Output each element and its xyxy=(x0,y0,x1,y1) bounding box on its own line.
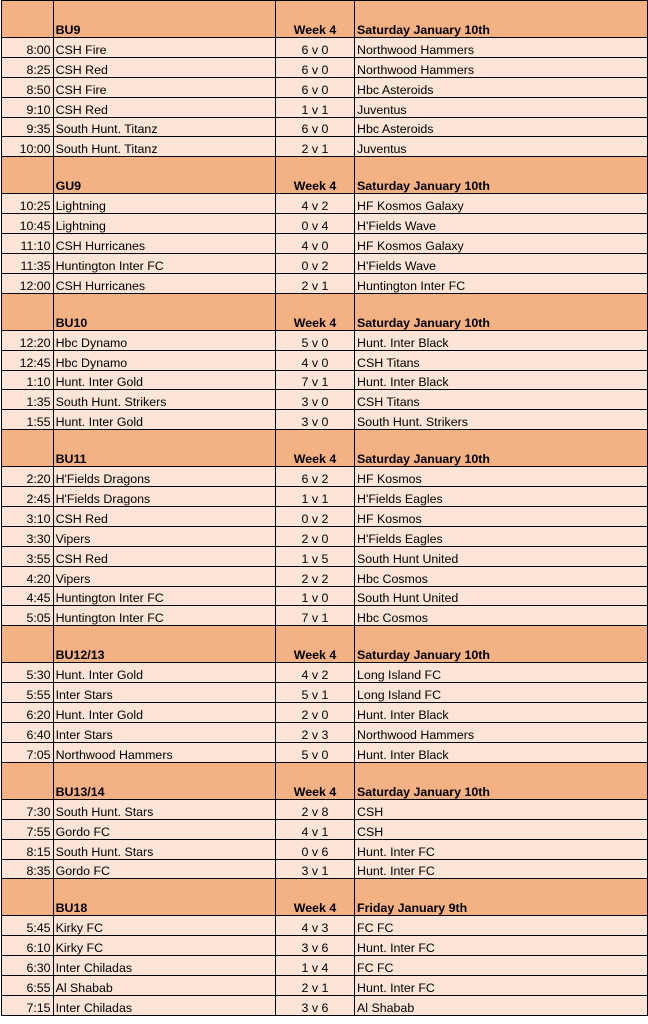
home-team: CSH Red xyxy=(53,546,275,566)
home-team: CSH Hurricanes xyxy=(53,234,275,254)
away-team: H'Fields Wave xyxy=(355,254,647,274)
game-row xyxy=(1,839,647,859)
game-time: 11:35 xyxy=(1,254,53,274)
game-time: 3:30 xyxy=(1,526,53,546)
home-team: Huntington Inter FC xyxy=(53,254,275,274)
game-score: 2 v 0 xyxy=(275,526,354,546)
game-score: 2 v 1 xyxy=(275,976,354,996)
home-team: Kirky FC xyxy=(53,936,275,956)
game-row xyxy=(1,117,647,137)
game-row xyxy=(1,410,647,430)
division-label: BU9 xyxy=(53,1,275,38)
game-score: 2 v 1 xyxy=(275,137,354,157)
game-time: 6:30 xyxy=(1,956,53,976)
division-label: BU11 xyxy=(53,430,275,467)
away-team: Al Shabab xyxy=(355,995,647,1015)
away-team: Hunt. Inter FC xyxy=(355,976,647,996)
game-score: 6 v 0 xyxy=(275,77,354,97)
away-team: Long Island FC xyxy=(355,663,647,683)
home-team: Huntington Inter FC xyxy=(53,606,275,626)
section-header-row xyxy=(1,157,647,194)
game-time: 8:15 xyxy=(1,839,53,859)
away-team: Huntington Inter FC xyxy=(355,273,647,293)
home-team: CSH Hurricanes xyxy=(53,273,275,293)
game-score: 1 v 4 xyxy=(275,956,354,976)
week-label: Week 4 xyxy=(275,430,354,467)
home-team: Kirky FC xyxy=(53,916,275,936)
away-team: CSH xyxy=(355,819,647,839)
home-team: Hbc Dynamo xyxy=(53,330,275,350)
division-label: BU10 xyxy=(53,293,275,330)
game-row xyxy=(1,487,647,507)
game-row xyxy=(1,936,647,956)
game-score: 0 v 2 xyxy=(275,254,354,274)
game-score: 3 v 0 xyxy=(275,410,354,430)
away-team: Hunt. Inter FC xyxy=(355,859,647,879)
home-team: Hbc Dynamo xyxy=(53,350,275,370)
section-header-row xyxy=(1,430,647,467)
game-score: 5 v 1 xyxy=(275,683,354,703)
game-time: 12:20 xyxy=(1,330,53,350)
game-time: 11:10 xyxy=(1,234,53,254)
away-team: H'Fields Eagles xyxy=(355,526,647,546)
game-score: 2 v 3 xyxy=(275,723,354,743)
header-blank-cell xyxy=(1,626,53,663)
away-team: South Hunt United xyxy=(355,586,647,606)
game-row xyxy=(1,819,647,839)
away-team: Hbc Cosmos xyxy=(355,606,647,626)
game-row xyxy=(1,254,647,274)
away-team: Northwood Hammers xyxy=(355,723,647,743)
home-team: Vipers xyxy=(53,566,275,586)
game-score: 4 v 0 xyxy=(275,350,354,370)
game-time: 5:45 xyxy=(1,916,53,936)
game-row xyxy=(1,956,647,976)
game-score: 3 v 0 xyxy=(275,390,354,410)
header-blank-cell xyxy=(1,879,53,916)
game-row xyxy=(1,194,647,214)
away-team: Hunt. Inter FC xyxy=(355,839,647,859)
week-label: Week 4 xyxy=(275,762,354,799)
away-team: Hunt. Inter Black xyxy=(355,370,647,390)
header-blank-cell xyxy=(1,1,53,38)
home-team: Hunt. Inter Gold xyxy=(53,410,275,430)
home-team: Lightning xyxy=(53,194,275,214)
game-row xyxy=(1,546,647,566)
section-header-row xyxy=(1,293,647,330)
game-time: 1:35 xyxy=(1,390,53,410)
week-label: Week 4 xyxy=(275,626,354,663)
game-time: 8:00 xyxy=(1,38,53,58)
home-team: Inter Chiladas xyxy=(53,956,275,976)
section-header-row xyxy=(1,626,647,663)
game-row xyxy=(1,606,647,626)
game-score: 7 v 1 xyxy=(275,606,354,626)
away-team: Hbc Asteroids xyxy=(355,117,647,137)
game-row xyxy=(1,663,647,683)
game-time: 9:10 xyxy=(1,97,53,117)
game-score: 1 v 1 xyxy=(275,97,354,117)
date-label: Saturday January 10th xyxy=(355,293,647,330)
game-score: 2 v 1 xyxy=(275,273,354,293)
home-team: Lightning xyxy=(53,214,275,234)
game-score: 6 v 2 xyxy=(275,467,354,487)
date-label: Saturday January 10th xyxy=(355,762,647,799)
game-time: 7:55 xyxy=(1,819,53,839)
game-time: 3:55 xyxy=(1,546,53,566)
home-team: H'Fields Dragons xyxy=(53,487,275,507)
away-team: Long Island FC xyxy=(355,683,647,703)
away-team: FC FC xyxy=(355,916,647,936)
game-time: 1:55 xyxy=(1,410,53,430)
section-header-row xyxy=(1,879,647,916)
game-row xyxy=(1,976,647,996)
game-row xyxy=(1,683,647,703)
game-time: 6:10 xyxy=(1,936,53,956)
away-team: Hunt. Inter Black xyxy=(355,703,647,723)
home-team: Gordo FC xyxy=(53,859,275,879)
game-row xyxy=(1,350,647,370)
away-team: Hbc Asteroids xyxy=(355,77,647,97)
week-label: Week 4 xyxy=(275,157,354,194)
away-team: South Hunt. Strikers xyxy=(355,410,647,430)
date-label: Friday January 9th xyxy=(355,879,647,916)
game-row xyxy=(1,507,647,527)
game-score: 2 v 2 xyxy=(275,566,354,586)
division-label: BU18 xyxy=(53,879,275,916)
game-time: 12:00 xyxy=(1,273,53,293)
home-team: South Hunt. Strikers xyxy=(53,390,275,410)
game-row xyxy=(1,330,647,350)
header-blank-cell xyxy=(1,430,53,467)
game-row xyxy=(1,38,647,58)
game-score: 4 v 0 xyxy=(275,234,354,254)
game-score: 1 v 0 xyxy=(275,586,354,606)
game-score: 5 v 0 xyxy=(275,742,354,762)
home-team: Hunt. Inter Gold xyxy=(53,663,275,683)
away-team: CSH xyxy=(355,799,647,819)
date-label: Saturday January 10th xyxy=(355,157,647,194)
game-score: 3 v 1 xyxy=(275,859,354,879)
game-score: 0 v 2 xyxy=(275,507,354,527)
game-time: 6:55 xyxy=(1,976,53,996)
game-time: 7:30 xyxy=(1,799,53,819)
game-row xyxy=(1,566,647,586)
away-team: Hunt. Inter Black xyxy=(355,330,647,350)
game-row xyxy=(1,390,647,410)
away-team: South Hunt United xyxy=(355,546,647,566)
week-label: Week 4 xyxy=(275,293,354,330)
game-time: 5:30 xyxy=(1,663,53,683)
home-team: Inter Stars xyxy=(53,723,275,743)
game-score: 6 v 0 xyxy=(275,38,354,58)
away-team: Hbc Cosmos xyxy=(355,566,647,586)
game-score: 1 v 5 xyxy=(275,546,354,566)
home-team: Hunt. Inter Gold xyxy=(53,703,275,723)
date-label: Saturday January 10th xyxy=(355,430,647,467)
game-row xyxy=(1,370,647,390)
game-score: 1 v 1 xyxy=(275,487,354,507)
game-time: 7:15 xyxy=(1,995,53,1015)
game-time: 5:05 xyxy=(1,606,53,626)
home-team: Vipers xyxy=(53,526,275,546)
away-team: Juventus xyxy=(355,137,647,157)
home-team: Al Shabab xyxy=(53,976,275,996)
game-row xyxy=(1,799,647,819)
game-time: 4:20 xyxy=(1,566,53,586)
game-time: 1:10 xyxy=(1,370,53,390)
date-label: Saturday January 10th xyxy=(355,1,647,38)
home-team: CSH Fire xyxy=(53,38,275,58)
game-row xyxy=(1,234,647,254)
home-team: South Hunt. Titanz xyxy=(53,117,275,137)
game-row xyxy=(1,77,647,97)
game-score: 0 v 6 xyxy=(275,839,354,859)
game-score: 3 v 6 xyxy=(275,995,354,1015)
home-team: Inter Stars xyxy=(53,683,275,703)
home-team: H'Fields Dragons xyxy=(53,467,275,487)
header-blank-cell xyxy=(1,293,53,330)
game-score: 6 v 0 xyxy=(275,117,354,137)
away-team: CSH Titans xyxy=(355,350,647,370)
section-header-row xyxy=(1,1,647,38)
game-score: 4 v 3 xyxy=(275,916,354,936)
game-time: 8:35 xyxy=(1,859,53,879)
game-row xyxy=(1,859,647,879)
game-time: 9:35 xyxy=(1,117,53,137)
away-team: Hunt. Inter Black xyxy=(355,742,647,762)
away-team: Hunt. Inter FC xyxy=(355,936,647,956)
game-time: 8:50 xyxy=(1,77,53,97)
game-row xyxy=(1,916,647,936)
game-time: 4:45 xyxy=(1,586,53,606)
home-team: CSH Red xyxy=(53,507,275,527)
game-time: 3:10 xyxy=(1,507,53,527)
game-time: 2:45 xyxy=(1,487,53,507)
week-label: Week 4 xyxy=(275,1,354,38)
game-score: 0 v 4 xyxy=(275,214,354,234)
schedule-table xyxy=(1,0,648,1016)
game-score: 7 v 1 xyxy=(275,370,354,390)
home-team: Inter Chiladas xyxy=(53,995,275,1015)
game-score: 5 v 0 xyxy=(275,330,354,350)
game-time: 7:05 xyxy=(1,742,53,762)
game-score: 4 v 2 xyxy=(275,194,354,214)
away-team: HF Kosmos Galaxy xyxy=(355,194,647,214)
game-time: 6:20 xyxy=(1,703,53,723)
home-team: CSH Fire xyxy=(53,77,275,97)
game-row xyxy=(1,137,647,157)
away-team: CSH Titans xyxy=(355,390,647,410)
away-team: HF Kosmos Galaxy xyxy=(355,234,647,254)
away-team: H'Fields Eagles xyxy=(355,487,647,507)
game-time: 5:55 xyxy=(1,683,53,703)
game-row xyxy=(1,586,647,606)
away-team: HF Kosmos xyxy=(355,467,647,487)
home-team: Hunt. Inter Gold xyxy=(53,370,275,390)
game-row xyxy=(1,57,647,77)
home-team: CSH Red xyxy=(53,97,275,117)
week-label: Week 4 xyxy=(275,879,354,916)
date-label: Saturday January 10th xyxy=(355,626,647,663)
game-row xyxy=(1,526,647,546)
game-row xyxy=(1,723,647,743)
game-time: 2:20 xyxy=(1,467,53,487)
home-team: Huntington Inter FC xyxy=(53,586,275,606)
away-team: Northwood Hammers xyxy=(355,57,647,77)
away-team: HF Kosmos xyxy=(355,507,647,527)
home-team: Northwood Hammers xyxy=(53,742,275,762)
home-team: South Hunt. Titanz xyxy=(53,137,275,157)
away-team: FC FC xyxy=(355,956,647,976)
away-team: H'Fields Wave xyxy=(355,214,647,234)
schedule-body xyxy=(1,1,647,1016)
header-blank-cell xyxy=(1,762,53,799)
game-row xyxy=(1,467,647,487)
game-time: 6:40 xyxy=(1,723,53,743)
home-team: South Hunt. Stars xyxy=(53,799,275,819)
away-team: Juventus xyxy=(355,97,647,117)
away-team: Northwood Hammers xyxy=(355,38,647,58)
division-label: BU12/13 xyxy=(53,626,275,663)
header-blank-cell xyxy=(1,157,53,194)
game-row xyxy=(1,97,647,117)
division-label: GU9 xyxy=(53,157,275,194)
game-score: 2 v 8 xyxy=(275,799,354,819)
home-team: CSH Red xyxy=(53,57,275,77)
division-label: BU13/14 xyxy=(53,762,275,799)
game-score: 6 v 0 xyxy=(275,57,354,77)
game-row xyxy=(1,703,647,723)
game-time: 10:45 xyxy=(1,214,53,234)
game-time: 10:00 xyxy=(1,137,53,157)
game-score: 4 v 1 xyxy=(275,819,354,839)
game-row xyxy=(1,273,647,293)
game-row xyxy=(1,214,647,234)
game-score: 2 v 0 xyxy=(275,703,354,723)
game-time: 10:25 xyxy=(1,194,53,214)
game-time: 8:25 xyxy=(1,57,53,77)
home-team: Gordo FC xyxy=(53,819,275,839)
game-score: 4 v 2 xyxy=(275,663,354,683)
game-row xyxy=(1,742,647,762)
game-score: 3 v 6 xyxy=(275,936,354,956)
home-team: South Hunt. Stars xyxy=(53,839,275,859)
section-header-row xyxy=(1,762,647,799)
game-time: 12:45 xyxy=(1,350,53,370)
game-row xyxy=(1,995,647,1015)
